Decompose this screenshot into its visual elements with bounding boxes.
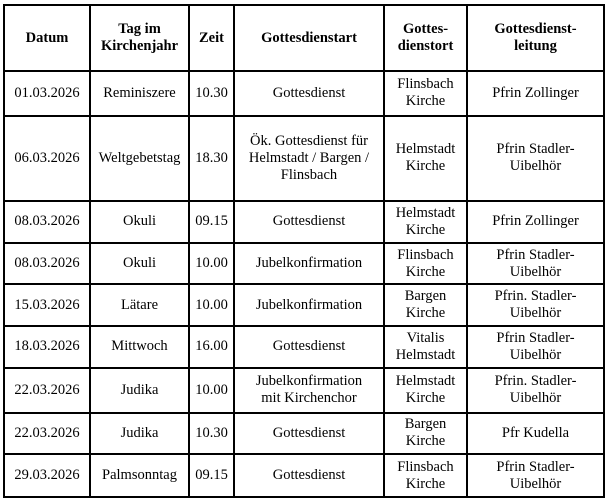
cell-datum: 01.03.2026 — [4, 71, 90, 116]
header-gottesdienstleitung: Gottesdienst- leitung — [467, 5, 604, 71]
cell-art: Gottesdienst — [234, 326, 384, 368]
cell-leitung: Pfr Kudella — [467, 413, 604, 455]
table-row — [4, 284, 604, 326]
cell-ort: Bargen Kirche — [384, 284, 467, 326]
cell-leitung: Pfrin Zollinger — [467, 71, 604, 116]
cell-art: Gottesdienst — [234, 454, 384, 497]
table-row — [4, 243, 604, 285]
cell-leitung: Pfrin. Stadler- Uibelhör — [467, 284, 604, 326]
cell-leitung: Pfrin Stadler- Uibelhör — [467, 116, 604, 201]
cell-tag: Mittwoch — [90, 326, 189, 368]
table-row — [4, 201, 604, 243]
cell-art: Gottesdienst — [234, 71, 384, 116]
cell-datum: 08.03.2026 — [4, 201, 90, 243]
cell-zeit: 10.00 — [189, 368, 234, 413]
cell-art: Jubelkonfirmation mit Kirchenchor — [234, 368, 384, 413]
cell-leitung: Pfrin. Stadler- Uibelhör — [467, 368, 604, 413]
cell-ort: Helmstadt Kirche — [384, 116, 467, 201]
cell-tag: Weltgebetstag — [90, 116, 189, 201]
cell-ort: Vitalis Helmstadt — [384, 326, 467, 368]
cell-datum: 29.03.2026 — [4, 454, 90, 497]
header-zeit: Zeit — [189, 5, 234, 71]
cell-ort: Helmstadt Kirche — [384, 368, 467, 413]
table-row — [4, 326, 604, 368]
header-tag-im-kirchenjahr: Tag im Kirchenjahr — [90, 5, 189, 71]
cell-ort: Bargen Kirche — [384, 413, 467, 455]
cell-tag: Palmsonntag — [90, 454, 189, 497]
cell-tag: Reminiszere — [90, 71, 189, 116]
cell-tag: Lätare — [90, 284, 189, 326]
header-gottesdienstort: Gottes- dienstort — [384, 5, 467, 71]
cell-zeit: 09.15 — [189, 201, 234, 243]
cell-art: Jubelkonfirmation — [234, 243, 384, 285]
header-gottesdienstart: Gottesdienstart — [234, 5, 384, 71]
cell-zeit: 18.30 — [189, 116, 234, 201]
cell-ort: Flinsbach Kirche — [384, 71, 467, 116]
table-row — [4, 454, 604, 497]
cell-datum: 18.03.2026 — [4, 326, 90, 368]
cell-leitung: Pfrin Stadler- Uibelhör — [467, 326, 604, 368]
cell-tag: Judika — [90, 413, 189, 455]
table-row — [4, 116, 604, 201]
cell-art: Gottesdienst — [234, 201, 384, 243]
cell-ort: Flinsbach Kirche — [384, 454, 467, 497]
cell-tag: Okuli — [90, 243, 189, 285]
table-header-row — [4, 5, 604, 71]
cell-datum: 15.03.2026 — [4, 284, 90, 326]
cell-datum: 08.03.2026 — [4, 243, 90, 285]
cell-datum: 22.03.2026 — [4, 413, 90, 455]
cell-zeit: 10.30 — [189, 71, 234, 116]
cell-datum: 22.03.2026 — [4, 368, 90, 413]
header-datum: Datum — [4, 5, 90, 71]
service-schedule-table — [3, 4, 605, 498]
cell-ort: Helmstadt Kirche — [384, 201, 467, 243]
cell-art: Jubelkonfirmation — [234, 284, 384, 326]
table-row — [4, 71, 604, 116]
cell-leitung: Pfrin Stadler- Uibelhör — [467, 243, 604, 285]
cell-zeit: 16.00 — [189, 326, 234, 368]
cell-art: Ök. Gottesdienst für Helmstadt / Bargen / Flinsbach — [234, 116, 384, 201]
cell-zeit: 10.00 — [189, 243, 234, 285]
cell-datum: 06.03.2026 — [4, 116, 90, 201]
table-row — [4, 413, 604, 455]
cell-art: Gottesdienst — [234, 413, 384, 455]
cell-leitung: Pfrin Zollinger — [467, 201, 604, 243]
cell-zeit: 10.30 — [189, 413, 234, 455]
cell-leitung: Pfrin Stadler- Uibelhör — [467, 454, 604, 497]
cell-ort: Flinsbach Kirche — [384, 243, 467, 285]
cell-tag: Judika — [90, 368, 189, 413]
cell-zeit: 10.00 — [189, 284, 234, 326]
cell-zeit: 09.15 — [189, 454, 234, 497]
table-row — [4, 368, 604, 413]
cell-tag: Okuli — [90, 201, 189, 243]
